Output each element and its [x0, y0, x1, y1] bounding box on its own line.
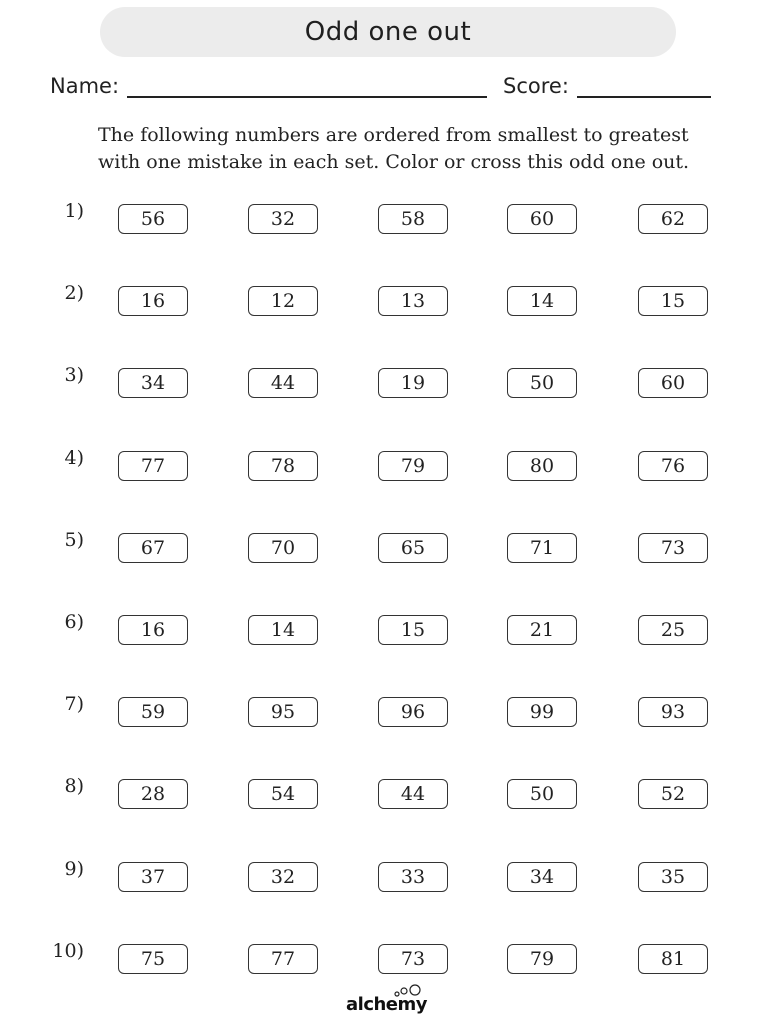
number-box[interactable]: 16 [118, 615, 188, 645]
number-box[interactable]: 75 [118, 944, 188, 974]
number-box[interactable]: 77 [118, 451, 188, 481]
number-box[interactable]: 60 [507, 204, 577, 234]
problem-number: 6) [64, 611, 84, 633]
problem-number: 9) [64, 858, 84, 880]
number-box[interactable]: 44 [378, 779, 448, 809]
problem-row [0, 940, 768, 978]
number-box[interactable]: 73 [378, 944, 448, 974]
problem-number: 5) [64, 529, 84, 551]
number-box[interactable]: 54 [248, 779, 318, 809]
number-box[interactable]: 34 [507, 862, 577, 892]
number-box[interactable]: 96 [378, 697, 448, 727]
number-box[interactable]: 81 [638, 944, 708, 974]
problem-number: 1) [64, 200, 84, 222]
number-box[interactable]: 28 [118, 779, 188, 809]
score-label: Score: [503, 74, 569, 98]
number-box[interactable]: 44 [248, 368, 318, 398]
problem-row [0, 693, 768, 731]
instructions-line-2: with one mistake in each set. Color or cross this odd one out. [98, 151, 690, 173]
number-box[interactable]: 80 [507, 451, 577, 481]
number-box[interactable]: 65 [378, 533, 448, 563]
number-box[interactable]: 79 [378, 451, 448, 481]
number-box[interactable]: 71 [507, 533, 577, 563]
number-box[interactable]: 34 [118, 368, 188, 398]
problem-row [0, 364, 768, 402]
number-box[interactable]: 79 [507, 944, 577, 974]
logo-text: alchemy [346, 994, 427, 1015]
alchemy-logo [340, 984, 430, 1020]
number-box[interactable]: 19 [378, 368, 448, 398]
number-box[interactable]: 76 [638, 451, 708, 481]
number-box[interactable]: 14 [507, 286, 577, 316]
number-box[interactable]: 32 [248, 862, 318, 892]
number-box[interactable]: 60 [638, 368, 708, 398]
problem-number: 8) [64, 775, 84, 797]
instructions [98, 122, 718, 176]
name-label: Name: [50, 74, 120, 98]
number-box[interactable]: 50 [507, 368, 577, 398]
title-banner [100, 7, 676, 57]
number-box[interactable]: 21 [507, 615, 577, 645]
number-box[interactable]: 95 [248, 697, 318, 727]
number-box[interactable]: 12 [248, 286, 318, 316]
number-box[interactable]: 13 [378, 286, 448, 316]
number-box[interactable]: 70 [248, 533, 318, 563]
problem-number: 3) [64, 364, 84, 386]
number-box[interactable]: 33 [378, 862, 448, 892]
number-box[interactable]: 73 [638, 533, 708, 563]
number-box[interactable]: 35 [638, 862, 708, 892]
number-box[interactable]: 58 [378, 204, 448, 234]
problem-number: 10) [52, 940, 84, 962]
name-blank[interactable] [127, 74, 487, 98]
number-box[interactable]: 67 [118, 533, 188, 563]
number-box[interactable]: 16 [118, 286, 188, 316]
problem-row [0, 447, 768, 485]
number-box[interactable]: 77 [248, 944, 318, 974]
number-box[interactable]: 15 [638, 286, 708, 316]
number-box[interactable]: 56 [118, 204, 188, 234]
number-box[interactable]: 14 [248, 615, 318, 645]
problem-row [0, 611, 768, 649]
number-box[interactable]: 59 [118, 697, 188, 727]
page-title: Odd one out [304, 17, 472, 47]
number-box[interactable]: 62 [638, 204, 708, 234]
number-box[interactable]: 25 [638, 615, 708, 645]
instructions-line-1: The following numbers are ordered from smallest to greatest [98, 124, 689, 146]
number-box[interactable]: 99 [507, 697, 577, 727]
problem-row [0, 282, 768, 320]
name-score-line [50, 68, 720, 98]
problem-row [0, 200, 768, 238]
problem-number: 2) [64, 282, 84, 304]
number-box[interactable]: 50 [507, 779, 577, 809]
number-box[interactable]: 15 [378, 615, 448, 645]
number-box[interactable]: 78 [248, 451, 318, 481]
problem-row [0, 775, 768, 813]
number-box[interactable]: 32 [248, 204, 318, 234]
problem-row [0, 858, 768, 896]
score-blank[interactable] [577, 74, 711, 98]
problem-number: 4) [64, 447, 84, 469]
number-box[interactable]: 52 [638, 779, 708, 809]
problem-row [0, 529, 768, 567]
number-box[interactable]: 93 [638, 697, 708, 727]
problem-number: 7) [64, 693, 84, 715]
number-box[interactable]: 37 [118, 862, 188, 892]
